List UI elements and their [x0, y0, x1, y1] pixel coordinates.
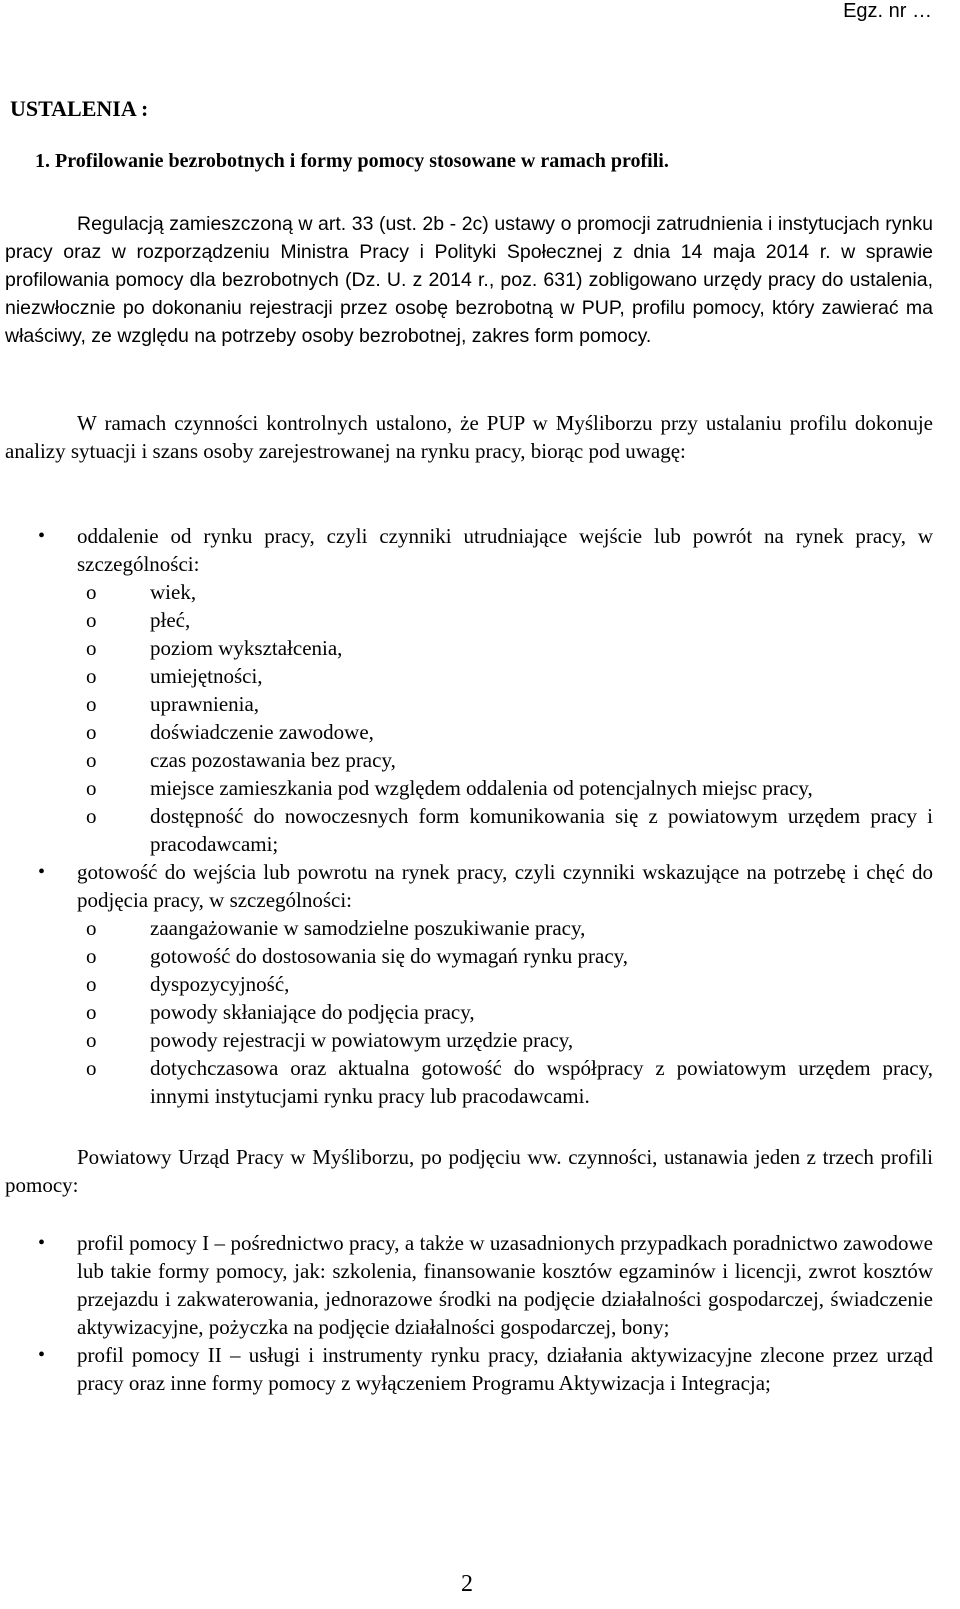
circle-bullet-icon: o [86, 608, 97, 632]
document-title: USTALENIA : [10, 96, 149, 121]
paragraph-control-findings: W ramach czynności kontrolnych ustalono, że PUP w Myśliborzu przy ustalaniu profilu dokonuje analizy sytuacji i szans osoby zarejestrowanej na rynku pracy, biorąc pod uwagę: [5, 411, 933, 463]
circle-bullet-icon: o [86, 804, 97, 828]
sub-item-text: powody rejestracji w powiatowym urzędzie pracy, [150, 1028, 574, 1052]
section-heading: 1. Profilowanie bezrobotnych i formy pomocy stosowane w ramach profili. [35, 150, 669, 172]
factor-text: gotowość do wejścia lub powrotu na rynek pracy, czyli czynniki wskazujące na potrzebę i chęć do podjęcia pracy, w szczególności: [77, 860, 933, 912]
sub-item-text: wiek, [150, 580, 197, 604]
sub-item [77, 802, 933, 858]
sub-item [77, 774, 933, 802]
sub-item [77, 690, 933, 718]
circle-bullet-icon: o [86, 720, 97, 744]
sub-item-text: umiejętności, [150, 664, 263, 688]
sub-item-text: poziom wykształcenia, [150, 636, 343, 660]
page-number: 2 [461, 1571, 473, 1597]
profile-text: profil pomocy I – pośrednictwo pracy, a także w uzasadnionych przypadkach poradnictwo zawodowe lub takie formy pomocy, jak: szkolenia, finansowanie kosztów egzaminów i licencji, zwrot kosztów przejazdu i zakwaterowania, jednorazowe środki na podjęcie działalności gospodarczej, świadczenie aktywizacyjne, pożyczka na podjęcie działalności gospodarczej, bony; [77, 1231, 933, 1339]
circle-bullet-icon: o [86, 580, 97, 604]
sub-item-text: czas pozostawania bez pracy, [150, 748, 396, 772]
sub-item [77, 578, 933, 606]
circle-bullet-icon: o [86, 664, 97, 688]
sub-item [77, 942, 933, 970]
circle-bullet-icon: o [86, 1000, 97, 1024]
bullet-icon: • [38, 525, 46, 547]
sub-item-text: dostępność do nowoczesnych form komunikowania się z powiatowym urzędem pracy i pracodawcami; [150, 804, 933, 856]
factor-item [0, 522, 933, 858]
sub-item-text: miejsce zamieszkania pod względem oddalenia od potencjalnych miejsc pracy, [150, 776, 813, 800]
circle-bullet-icon: o [86, 916, 97, 940]
sub-item-text: powody skłaniające do podjęcia pracy, [150, 1000, 475, 1024]
sub-item-text: uprawnienia, [150, 692, 260, 716]
sub-item [77, 970, 933, 998]
sub-item [77, 746, 933, 774]
sub-item-text: dyspozycyjność, [150, 972, 290, 996]
circle-bullet-icon: o [86, 636, 97, 660]
profiles-list [0, 1229, 933, 1397]
profile-item [0, 1341, 933, 1397]
circle-bullet-icon: o [86, 1028, 97, 1052]
circle-bullet-icon: o [86, 776, 97, 800]
sub-item [77, 998, 933, 1026]
paragraph-profiles-intro: Powiatowy Urząd Pracy w Myśliborzu, po podjęciu ww. czynności, ustanawia jeden z trzech profili pomocy: [5, 1145, 933, 1197]
factor-sublist [77, 914, 933, 1110]
copy-number-header: Egz. nr … [843, 0, 932, 22]
sub-item [77, 634, 933, 662]
sub-item-text: gotowość do dostosowania się do wymagań rynku pracy, [150, 944, 629, 968]
circle-bullet-icon: o [86, 748, 97, 772]
sub-item-text: zaangażowanie w samodzielne poszukiwanie pracy, [150, 916, 586, 940]
sub-item [77, 718, 933, 746]
bullet-icon: • [38, 1232, 46, 1254]
factor-sublist [77, 578, 933, 858]
profile-item [0, 1229, 933, 1341]
circle-bullet-icon: o [86, 972, 97, 996]
circle-bullet-icon: o [86, 1056, 97, 1080]
paragraph-regulation: Regulacją zamieszczoną w art. 33 (ust. 2b - 2c) ustawy o promocji zatrudnienia i instytucjach rynku pracy oraz w rozporządzeniu Ministra Pracy i Polityki Społecznej z dnia 14 maja 2014 r. w sprawie profilowania pomocy dla bezrobotnych (Dz. U. z 2014 r., poz. 631) zobligowano urzędy pracy do ustalenia, niezwłocznie po dokonaniu rejestracji przez osobę bezrobotną w PUP, profilu pomocy, który zawierać ma właściwy, ze względu na potrzeby osoby bezrobotnej, zakres form pomocy. [5, 213, 933, 347]
sub-item-text: płeć, [150, 608, 191, 632]
sub-item [77, 606, 933, 634]
sub-item-text: dotychczasowa oraz aktualna gotowość do współpracy z powiatowym urzędem pracy, innymi instytucjami rynku pracy lub pracodawcami. [150, 1056, 933, 1108]
sub-item-text: doświadczenie zawodowe, [150, 720, 374, 744]
factor-text: oddalenie od rynku pracy, czyli czynniki utrudniające wejście lub powrót na rynek pracy, w szczególności: [77, 524, 933, 576]
sub-item [77, 914, 933, 942]
sub-item [77, 1054, 933, 1110]
factors-list [0, 522, 933, 1110]
circle-bullet-icon: o [86, 944, 97, 968]
bullet-icon: • [38, 861, 46, 883]
bullet-icon: • [38, 1344, 46, 1366]
sub-item [77, 1026, 933, 1054]
factor-item [0, 858, 933, 1110]
circle-bullet-icon: o [86, 692, 97, 716]
profile-text: profil pomocy II – usługi i instrumenty rynku pracy, działania aktywizacyjne zlecone przez urząd pracy oraz inne formy pomocy z wyłączeniem Programu Aktywizacja i Integracja; [77, 1343, 933, 1395]
sub-item [77, 662, 933, 690]
